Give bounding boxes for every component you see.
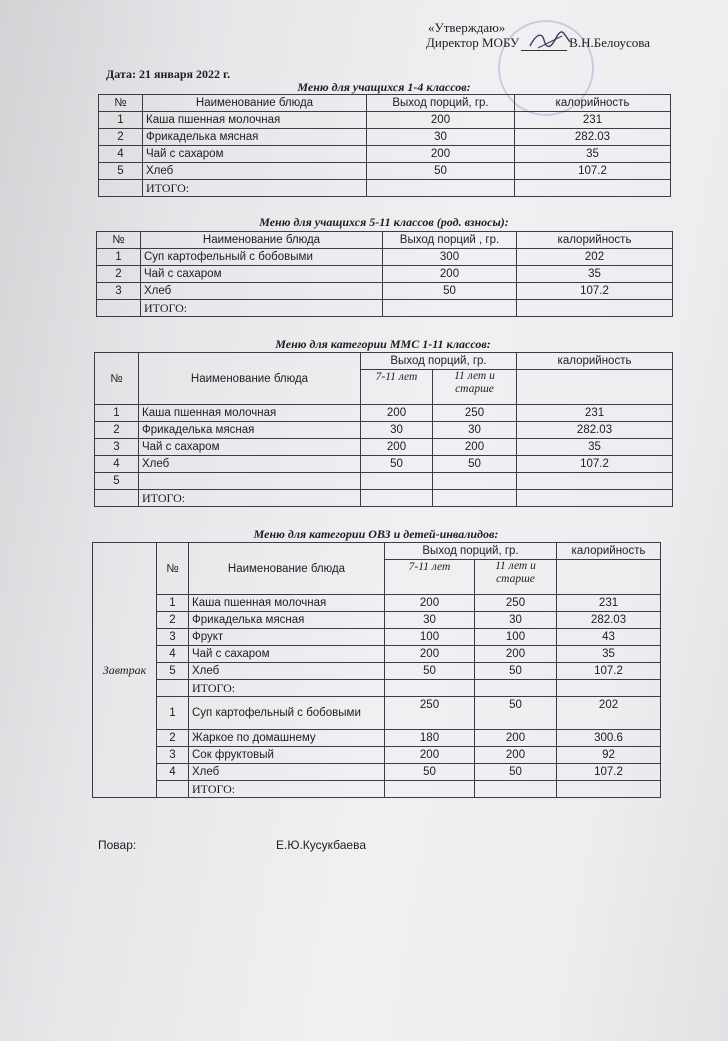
- empty-cell: [95, 490, 139, 507]
- subheader-11-plus: 11 лет и старше: [475, 560, 557, 595]
- dish-name: Фрикаделька мясная: [139, 422, 361, 439]
- table-row: [93, 730, 661, 747]
- total-row: [95, 490, 673, 507]
- portion-7-11: 30: [385, 612, 475, 629]
- header-portion: Выход порций, гр.: [361, 353, 517, 370]
- dish-name: Фрикаделька мясная: [143, 129, 367, 146]
- dish-name: Фрукт: [189, 629, 385, 646]
- cook-label: Повар:: [98, 838, 137, 852]
- calorie-value: 92: [557, 747, 661, 764]
- calorie-value: 107.2: [557, 764, 661, 781]
- empty-cell: [557, 680, 661, 697]
- portion-7-11: 180: [385, 730, 475, 747]
- calorie-value: 43: [557, 629, 661, 646]
- table-row: [95, 456, 673, 473]
- empty-cell: [475, 781, 557, 798]
- empty-cell: [517, 370, 673, 405]
- calorie-value: 35: [515, 146, 671, 163]
- total-row: [97, 300, 673, 317]
- table-row: [95, 439, 673, 456]
- portion-value: 300: [383, 249, 517, 266]
- portion-11-plus: 50: [433, 456, 517, 473]
- row-number: 5: [95, 473, 139, 490]
- table-row: [99, 129, 671, 146]
- table-row: [93, 697, 661, 730]
- table-row: [93, 764, 661, 781]
- portion-11-plus: 50: [475, 663, 557, 680]
- table-row: [99, 146, 671, 163]
- menu2-table: [96, 231, 673, 317]
- dish-name: Хлеб: [143, 163, 367, 180]
- calorie-value: 231: [557, 595, 661, 612]
- header-dish-name: Наименование блюда: [141, 232, 383, 249]
- dish-name: Чай с сахаром: [139, 439, 361, 456]
- dish-name: Каша пшенная молочная: [189, 595, 385, 612]
- empty-cell: [361, 490, 433, 507]
- empty-cell: [515, 180, 671, 197]
- header-portion: Выход порций, гр.: [385, 543, 557, 560]
- director-line: [426, 35, 650, 51]
- portion-7-11: 100: [385, 629, 475, 646]
- portion-value: 200: [367, 112, 515, 129]
- row-number: 4: [157, 646, 189, 663]
- calorie-value: 282.03: [557, 612, 661, 629]
- row-number: 4: [95, 456, 139, 473]
- header-number: №: [97, 232, 141, 249]
- total-label: ИТОГО:: [189, 781, 385, 798]
- dish-name: Хлеб: [189, 764, 385, 781]
- table-header-row: [95, 353, 673, 370]
- portion-11-plus: 50: [475, 697, 557, 730]
- header-portion: Выход порций, гр.: [367, 95, 515, 112]
- empty-cell: [557, 560, 661, 595]
- portion-7-11: [361, 473, 433, 490]
- portion-value: 50: [383, 283, 517, 300]
- portion-7-11: 200: [385, 747, 475, 764]
- director-name: В.Н.Белоусова: [569, 35, 650, 50]
- dish-name: Сок фруктовый: [189, 747, 385, 764]
- document-date: Дата: 21 января 2022 г.: [106, 67, 231, 81]
- portion-11-plus: 200: [475, 730, 557, 747]
- row-number: 2: [97, 266, 141, 283]
- menu2-title: Меню для учащихся 5-11 классов (род. взносы):: [259, 215, 509, 229]
- menu1-table: [98, 94, 671, 197]
- empty-cell: [385, 781, 475, 798]
- total-label: ИТОГО:: [189, 680, 385, 697]
- portion-value: 200: [367, 146, 515, 163]
- portion-7-11: 250: [385, 697, 475, 730]
- calorie-value: 231: [515, 112, 671, 129]
- table-row: [93, 629, 661, 646]
- approve-label: «Утверждаю»: [428, 20, 506, 35]
- empty-cell: [433, 490, 517, 507]
- row-number: 3: [95, 439, 139, 456]
- total-label: ИТОГО:: [139, 490, 361, 507]
- row-number: 2: [157, 730, 189, 747]
- portion-11-plus: 200: [433, 439, 517, 456]
- dish-name: Хлеб: [189, 663, 385, 680]
- row-number: 2: [99, 129, 143, 146]
- portion-value: 200: [383, 266, 517, 283]
- row-number: 4: [99, 146, 143, 163]
- table-row: [99, 112, 671, 129]
- dish-name: Фрикаделька мясная: [189, 612, 385, 629]
- empty-cell: [383, 300, 517, 317]
- table-row: [97, 249, 673, 266]
- calorie-value: 282.03: [517, 422, 673, 439]
- subheader-7-11: 7-11 лет: [385, 560, 475, 595]
- empty-cell: [157, 781, 189, 798]
- portion-11-plus: 30: [433, 422, 517, 439]
- total-row: [93, 680, 661, 697]
- portion-7-11: 200: [385, 646, 475, 663]
- portion-7-11: 50: [385, 764, 475, 781]
- portion-11-plus: 250: [433, 405, 517, 422]
- header-calories: калорийность: [517, 232, 673, 249]
- portion-value: 30: [367, 129, 515, 146]
- portion-11-plus: 50: [475, 764, 557, 781]
- header-dish-name: Наименование блюда: [143, 95, 367, 112]
- empty-cell: [157, 680, 189, 697]
- header-calories: калорийность: [517, 353, 673, 370]
- table-header-row: [97, 232, 673, 249]
- director-title: Директор МОБУ: [426, 35, 520, 50]
- table-row: [95, 405, 673, 422]
- row-number: 2: [95, 422, 139, 439]
- dish-name: Суп картофельный с бобовыми: [189, 697, 385, 730]
- empty-cell: [367, 180, 515, 197]
- table-row: [95, 473, 673, 490]
- calorie-value: 202: [517, 249, 673, 266]
- row-number: 1: [99, 112, 143, 129]
- row-number: 2: [157, 612, 189, 629]
- row-number: 5: [157, 663, 189, 680]
- calorie-value: 282.03: [515, 129, 671, 146]
- dish-name: Чай с сахаром: [141, 266, 383, 283]
- empty-cell: [97, 300, 141, 317]
- table-row: [95, 422, 673, 439]
- subheader-11-plus: 11 лет и старше: [433, 370, 517, 405]
- portion-11-plus: 30: [475, 612, 557, 629]
- row-number: 1: [157, 595, 189, 612]
- table-header-row: [93, 543, 661, 560]
- dish-name: [139, 473, 361, 490]
- empty-cell: [385, 680, 475, 697]
- dish-name: Чай с сахаром: [189, 646, 385, 663]
- cook-name: Е.Ю.Кусукбаева: [276, 838, 367, 852]
- header-calories: калорийность: [557, 543, 661, 560]
- header-dish-name: Наименование блюда: [189, 543, 385, 595]
- portion-11-plus: 100: [475, 629, 557, 646]
- calorie-value: 107.2: [515, 163, 671, 180]
- dish-name: Хлеб: [139, 456, 361, 473]
- header-number: №: [95, 353, 139, 405]
- dish-name: Суп картофельный с бобовыми: [141, 249, 383, 266]
- portion-7-11: 200: [361, 439, 433, 456]
- table-header-row: [99, 95, 671, 112]
- subheader-7-11: 7-11 лет: [361, 370, 433, 405]
- table-row: [93, 663, 661, 680]
- table-row: [93, 595, 661, 612]
- table-row: [97, 266, 673, 283]
- menu4-title: Меню для категории ОВЗ и детей-инвалидов:: [253, 527, 499, 541]
- table-row: [99, 163, 671, 180]
- calorie-value: 107.2: [557, 663, 661, 680]
- calorie-value: 35: [517, 439, 673, 456]
- total-label: ИТОГО:: [143, 180, 367, 197]
- total-label: ИТОГО:: [141, 300, 383, 317]
- row-number: 3: [97, 283, 141, 300]
- table-row: [93, 646, 661, 663]
- calorie-value: 107.2: [517, 283, 673, 300]
- total-row: [93, 781, 661, 798]
- empty-cell: [475, 680, 557, 697]
- portion-11-plus: 250: [475, 595, 557, 612]
- header-dish-name: Наименование блюда: [139, 353, 361, 405]
- row-number: 5: [99, 163, 143, 180]
- menu3-table: [94, 352, 673, 507]
- portion-11-plus: 200: [475, 747, 557, 764]
- dish-name: Хлеб: [141, 283, 383, 300]
- total-row: [99, 180, 671, 197]
- calorie-value: 35: [557, 646, 661, 663]
- dish-name: Чай с сахаром: [143, 146, 367, 163]
- portion-7-11: 50: [361, 456, 433, 473]
- header-number: №: [157, 543, 189, 595]
- row-number: 3: [157, 629, 189, 646]
- dish-name: Каша пшенная молочная: [143, 112, 367, 129]
- calorie-value: 231: [517, 405, 673, 422]
- calorie-value: [517, 473, 673, 490]
- menu1-title: Меню для учащихся 1-4 классов:: [297, 80, 471, 94]
- calorie-value: 300.6: [557, 730, 661, 747]
- empty-cell: [99, 180, 143, 197]
- calorie-value: 35: [517, 266, 673, 283]
- menu3-title: Меню для категории ММС 1-11 классов:: [275, 337, 491, 351]
- portion-value: 50: [367, 163, 515, 180]
- portion-11-plus: 200: [475, 646, 557, 663]
- header-number: №: [99, 95, 143, 112]
- row-number: 1: [97, 249, 141, 266]
- table-row: [93, 747, 661, 764]
- table-row: [93, 612, 661, 629]
- empty-cell: [557, 781, 661, 798]
- row-number: 1: [157, 697, 189, 730]
- calorie-value: 107.2: [517, 456, 673, 473]
- empty-cell: [517, 300, 673, 317]
- calorie-value: 202: [557, 697, 661, 730]
- empty-cell: [517, 490, 673, 507]
- row-number: 3: [157, 747, 189, 764]
- row-number: 1: [95, 405, 139, 422]
- table-row: [97, 283, 673, 300]
- portion-7-11: 50: [385, 663, 475, 680]
- menu4-table: [92, 542, 661, 798]
- signature-line: [521, 40, 567, 51]
- portion-11-plus: [433, 473, 517, 490]
- portion-7-11: 200: [385, 595, 475, 612]
- breakfast-label: Завтрак: [93, 543, 157, 798]
- header-calories: калорийность: [515, 95, 671, 112]
- row-number: 4: [157, 764, 189, 781]
- portion-7-11: 200: [361, 405, 433, 422]
- header-portion: Выход порций , гр.: [383, 232, 517, 249]
- dish-name: Жаркое по домашнему: [189, 730, 385, 747]
- dish-name: Каша пшенная молочная: [139, 405, 361, 422]
- portion-7-11: 30: [361, 422, 433, 439]
